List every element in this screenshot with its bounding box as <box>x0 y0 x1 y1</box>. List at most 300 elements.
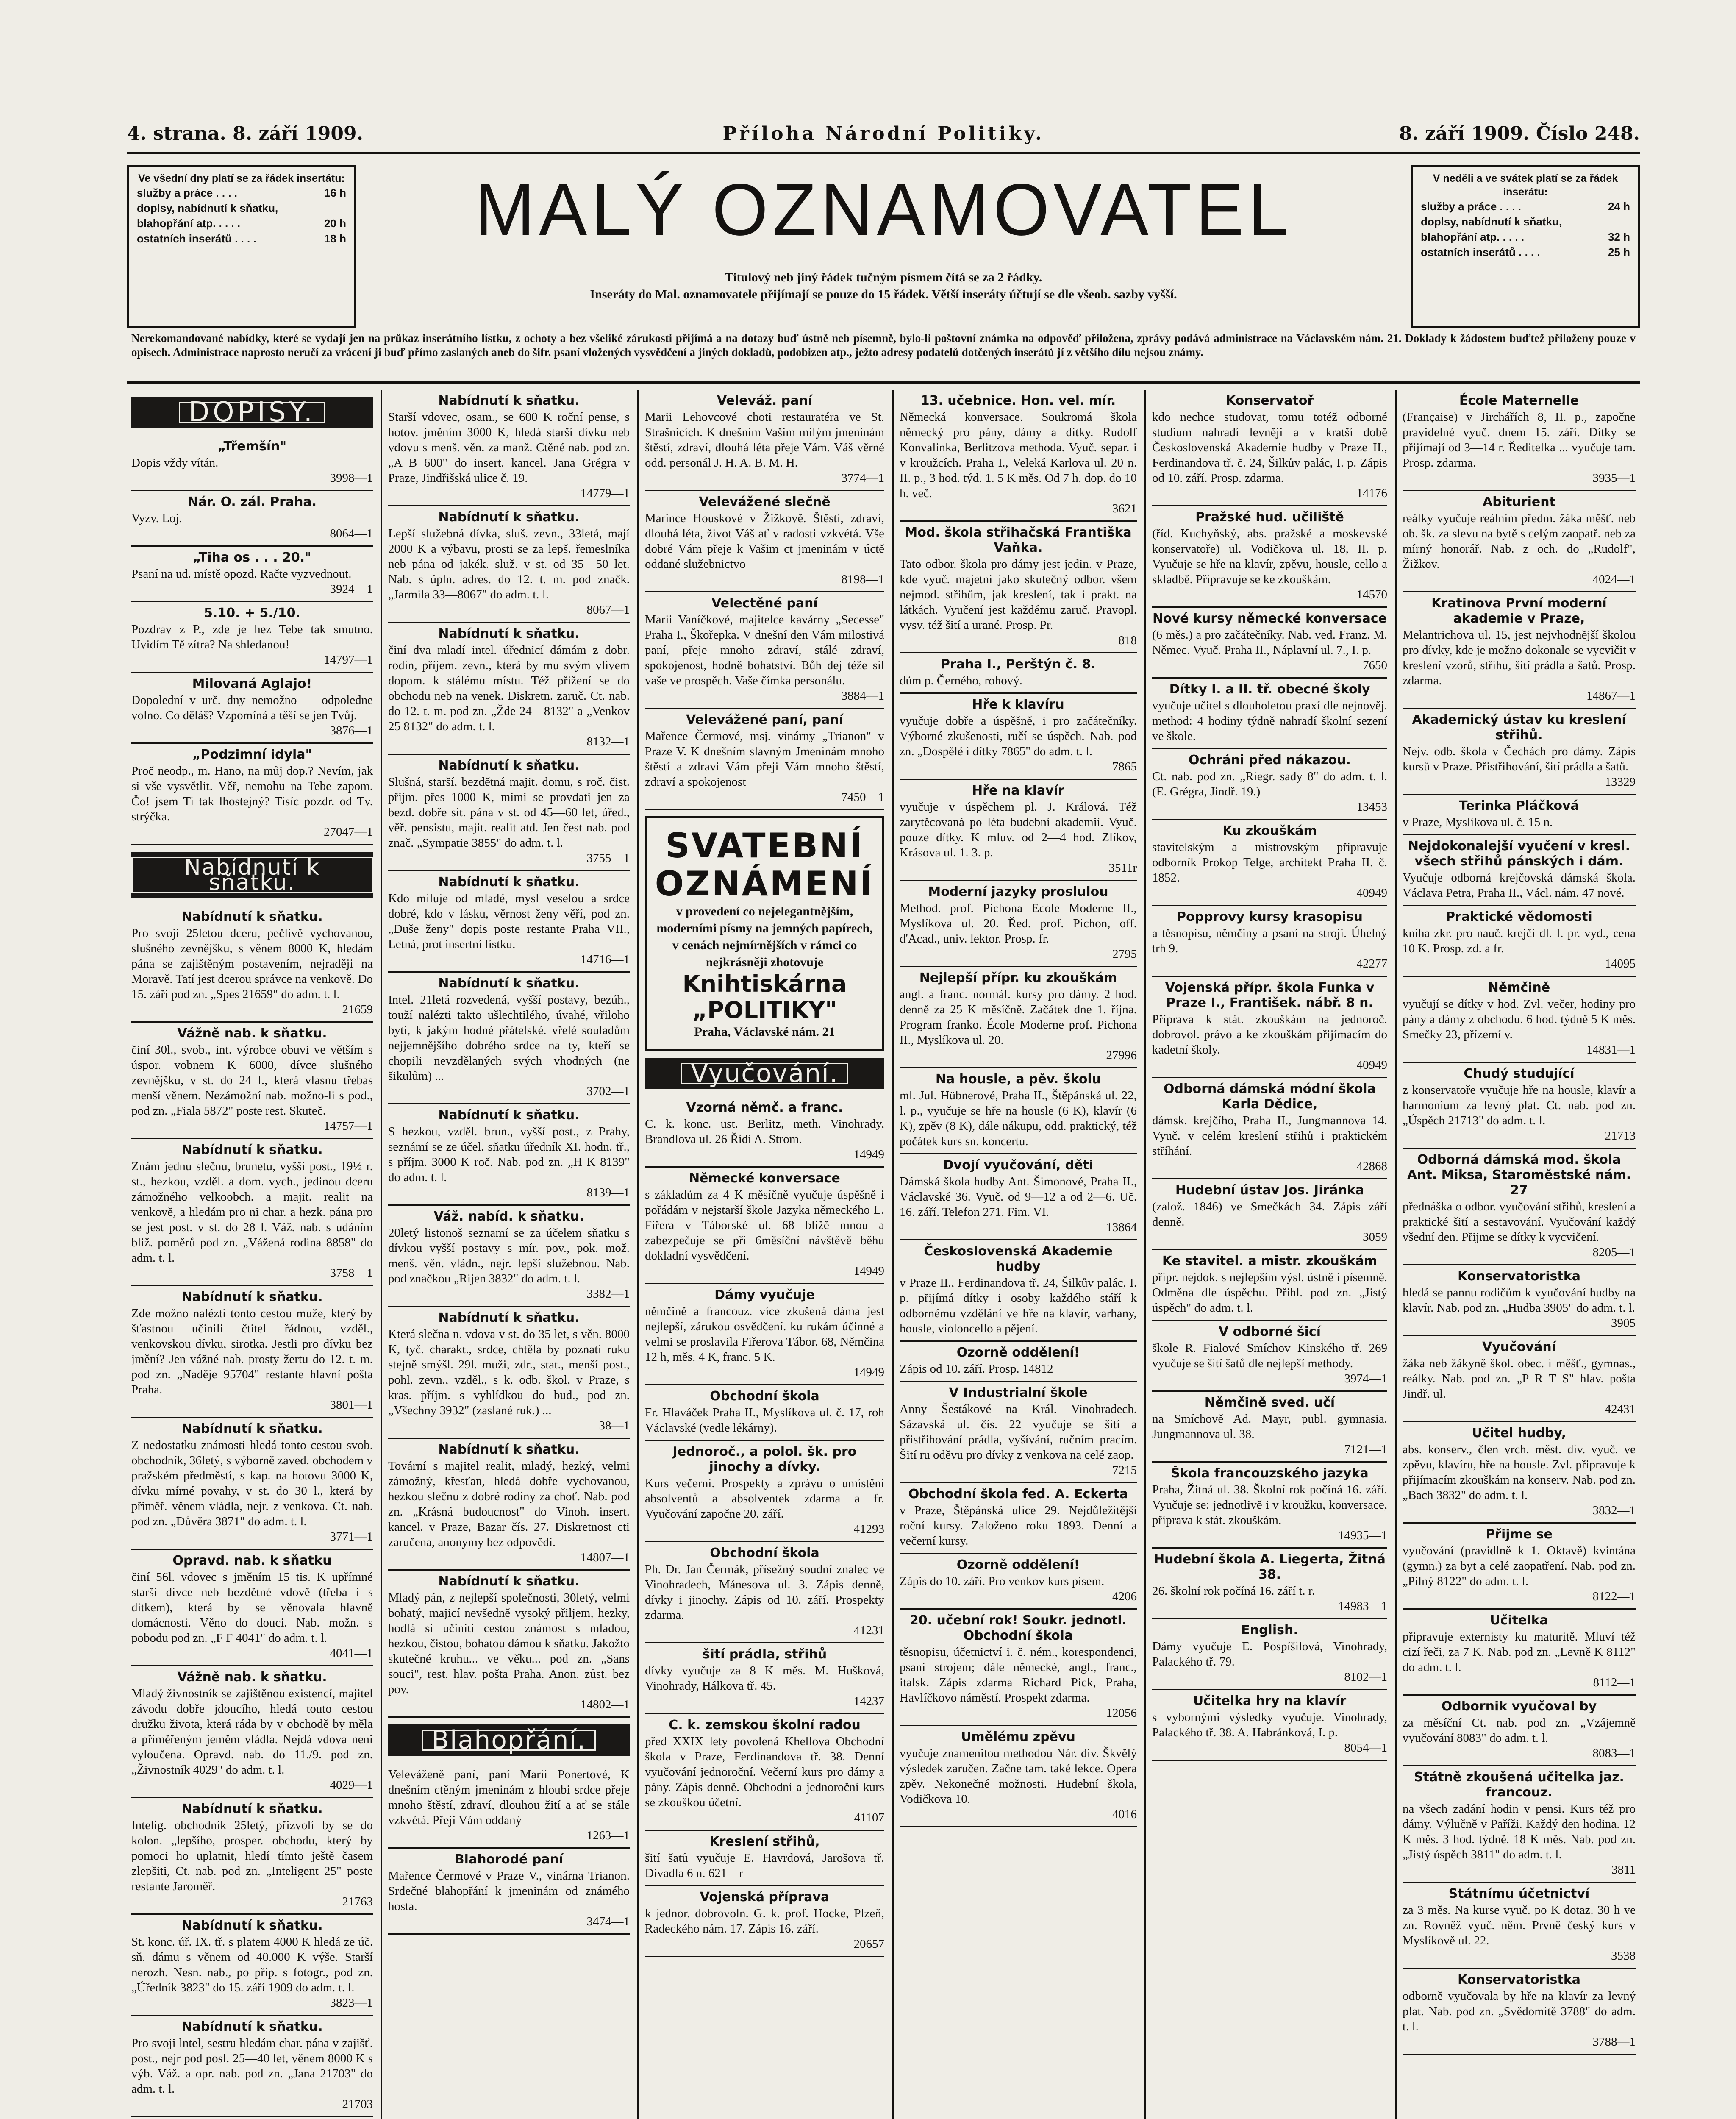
lessons-list <box>1403 390 1636 2055</box>
ad-title: Obchodní škola <box>710 1546 819 1560</box>
ad-body: 20letý listonoš seznamí se za účelem sňatku s dívkou vyšší postavy s mír. pov., pok. mož. menš. věn. vládn., nejr. lepší služebnou. Nab. pod značkou „Rijen 3832" do adm. t. l. <box>388 1226 630 1285</box>
classified-ad <box>1152 390 1387 506</box>
classified-ad <box>131 906 373 1023</box>
masthead-rule <box>127 381 1640 384</box>
ad-code: 14797—1 <box>324 653 373 667</box>
classified-ad <box>388 1307 630 1439</box>
ad-body: Kdo miluje od mladé, mysl veselou a srdce dobré, kdo v lásku, věrnost ženy věří, pod zn. „Duše ženy" dopis poste restante Praha VII., Letná, prot insertní lístku. <box>388 892 630 951</box>
classified-ad <box>388 506 630 623</box>
ad-code: 8139—1 <box>586 1186 630 1199</box>
classified-ad <box>900 653 1137 694</box>
rate-row: ostatních inserátů . . . . 25 h <box>1421 246 1630 259</box>
ad-code: 20657 <box>853 1937 884 1951</box>
ad-body: v Praze, Štěpánská ulice 29. Nejdůležitější roční kursy. Založeno roku 1893. Denní a večerní kursy. <box>900 1504 1137 1548</box>
ad-body: S hezkou, vzděl. brun., vyšší post., z Prahy, seznámí se ze účel. sňatku úředník XI. hodn. tř., s příjm. 3000 K roč. Nab. pod zn. „H K 8139" do adm. t. l. <box>388 1125 630 1184</box>
classified-ad <box>900 1154 1137 1240</box>
ad-body: Starší vdovec, osam., se 600 K roční pense, s hotov. jměním 3000 K, hledá starší dívku neb vdovu s menš. věn. za manž. Ctěné nab. pod zn. „A B 600" do insert. kancel. Jana Grégra v Praze, Jindřišská ulice č. 19. <box>388 410 630 485</box>
ad-title: Obchodní škola <box>710 1389 819 1404</box>
ad-code: 8102—1 <box>1344 1670 1387 1684</box>
ad-title: Odborná dámská módní škola Karla Dědice, <box>1164 1082 1376 1112</box>
ad-code: 8112—1 <box>1593 1676 1636 1689</box>
ad-title: Ozorně oddělení! <box>956 1345 1080 1360</box>
ad-code: 4041—1 <box>330 1646 373 1660</box>
ad-body: Ph. Dr. Jan Čermák, přísežný soudní znalec ve Vinohradech, Mánesova ul. 3. Zápis denně, dívky i jinochy. Zápis od 10. září. Prospekty zdarma. <box>645 1563 884 1622</box>
column-divider <box>1144 390 1146 2119</box>
classified-ad <box>1403 1969 1636 2055</box>
ad-title: Ochráni před nákazou. <box>1189 753 1351 768</box>
ad-body: Fr. Hlaváček Praha II., Myslíkova ul. č. 17, roh Václavské (vedle lékárny). <box>645 1406 884 1435</box>
ad-title: Terinka Pláčková <box>1459 798 1579 813</box>
classified-ad <box>645 1441 884 1542</box>
ad-code: 42277 <box>1356 957 1387 971</box>
ad-code: 21763 <box>342 1895 373 1908</box>
classified-ad <box>131 2016 373 2117</box>
ad-title: Nabídnutí k sňatku. <box>181 1802 323 1816</box>
ad-code: 14807—1 <box>581 1551 630 1564</box>
ad-body: (založ. 1846) ve Smečkách 34. Zápis září denně. <box>1152 1200 1387 1229</box>
ad-body: s základům za 4 K měsíčně vyučuje úspěšně i pořádám v nejstarší škole Jazyka německého L. Fiřera v Táborské ul. 68 bližě mnou a zabezpečuje se při 6měsíční návštěvě běhu dokladní vysvědčení. <box>645 1188 884 1263</box>
classified-ad <box>1152 1549 1387 1619</box>
classified-ad <box>900 967 1137 1068</box>
classified-ad <box>131 1666 373 1798</box>
ad-code: 8198—1 <box>841 573 884 586</box>
classified-ad <box>388 871 630 973</box>
ad-code: 7650 <box>1363 659 1387 672</box>
ad-title: Nejdokonalejší vyučení v kresl. všech střihů pánských i dám. <box>1408 839 1630 869</box>
classified-ad <box>645 1886 884 1957</box>
ad-body: Německá konversace. Soukromá škola německý pro pány, dámy a dítky. Rudolf Konvalinka, Berlitzova methoda. Vyuč. separ. i v kroužcích. Praha I., Veleká Karlova ul. 20 n. II. p., 3 hod. týd. 1. 5 K měs. Od 7 h. dop. do 10 h. več. <box>900 410 1137 500</box>
ad-body: škole R. Fialové Smíchov Kinského tř. 269 vyučuje se šití šatů dle nejlepší methody. <box>1152 1341 1387 1370</box>
column-2 <box>384 390 634 2119</box>
classified-ad <box>1403 390 1636 491</box>
ad-title: Veleváž. paní <box>717 393 812 408</box>
ad-title: Abiturient <box>1483 495 1555 509</box>
ad-body: Příprava k stát. zkouškám na jednoroč. dobrovol. právo a ke zkouškám přijímacím do kadetní školy. <box>1152 1012 1387 1057</box>
ad-title: Učitelka <box>1490 1613 1548 1628</box>
ad-code: 21703 <box>342 2097 373 2111</box>
ad-code: 14757—1 <box>324 1119 373 1133</box>
ad-code: 8132—1 <box>586 735 630 748</box>
column-divider <box>892 390 894 2119</box>
ad-title: Moderní jazyky proslulou <box>928 884 1108 899</box>
masthead-subtitle: Titulový neb jiný řádek tučným písmem čítá se za 2 řádky. Inseráty do Mal. oznamovatele přijímají se pouze do 15 řádek. Větší inseráty účtují se dle všeob. sazby vyšší. <box>590 270 1177 301</box>
ad-title: Vážně nab. k sňatku. <box>177 1670 327 1685</box>
classified-ad <box>1152 1690 1387 1761</box>
ad-code: 3876—1 <box>330 724 373 737</box>
wedding-title-1: SVATEBNÍ <box>665 826 864 865</box>
rate-row: ostatních inserátů . . . . 18 h <box>137 232 346 245</box>
classified-ad <box>388 1849 630 1935</box>
ad-title: Kreslení střihů, <box>709 1834 820 1849</box>
ad-code: 3935—1 <box>1592 471 1636 485</box>
ad-title: Nabídnutí k sňatku. <box>181 2019 323 2034</box>
ad-code: 14779—1 <box>581 487 630 500</box>
ad-body: Pozdrav z P., zde je hez Tebe tak smutno. Uvidím Tě zítra? Na shledanou! <box>131 623 373 651</box>
ad-title: Nabídnutí k sňatku. <box>438 1310 580 1325</box>
ad-title: Přijme se <box>1486 1527 1553 1542</box>
ad-title: Dítky I. a II. tř. obecné školy <box>1169 682 1370 697</box>
classified-ad <box>1403 1610 1636 1696</box>
ad-body: kniha zkr. pro nauč. krejčí dl. I. pr. vyd., cena 10 K. Prosp. zd. a fr. <box>1403 926 1636 955</box>
lessons-list <box>645 1097 884 1957</box>
ad-body: Mladý pán, z nejlepší společnosti, 30letý, velmi bohatý, majicí nevšedně vysoký přiljem, hezky, hodlá si učiniti cestou známost s mladou, hezkou, čistou, bohatou dámou k sňatku. Jakožto skutečné kruhu... ve věku... pod zn. „Sans souci", rest. hlav. pošta Praha. Anon. zůst. bez pov. <box>388 1591 630 1696</box>
column-divider <box>381 390 382 2119</box>
ad-body: Proč neodp., m. Hano, na můj dop.? Nevím, jak si vše vysvětlit. Věř, nemohu na Tebe zapom. Čo! jsem Ti tak lhostejný? Tisíc pozdr. od Tv. strýčka. <box>131 764 373 823</box>
ad-title: V odborné šicí <box>1219 1324 1321 1339</box>
ad-code: 4016 <box>1112 1808 1137 1821</box>
classified-ad <box>900 390 1137 522</box>
ad-body: (6 měs.) a pro začátečníky. Nab. ved. Franz. M. Němec. Vyuč. Praha II., Náplavní ul. 7., I. p. <box>1152 628 1387 657</box>
ad-body: Zápis od 10. září. Prosp. 14812 <box>900 1362 1053 1376</box>
ad-title: Odborná dámská mod. škola Ant. Miksa, Staroměstské nám. 27 <box>1407 1152 1631 1198</box>
ad-code: 14802—1 <box>581 1698 630 1711</box>
ad-code: 818 <box>1118 634 1137 647</box>
section-header-snatky: Nabídnutí k sňatku. <box>131 852 373 898</box>
classified-ad <box>1403 1336 1636 1422</box>
ad-body: k jednor. dobrovoln. G. k. prof. Hocke, Plzeň, Radeckého nám. 17. Zápis 16. září. <box>645 1907 884 1935</box>
printer-name: Knihtiskárna <box>682 971 847 997</box>
ad-body: Dopolední v urč. dny nemožno — odpoledne volno. Co děláš? Vzpomíná a těší se jen Tvůj. <box>131 693 373 722</box>
ad-body: činí dva mladí intel. úřednicí dámám z dobr. rodin, příjem. zevn., která by mu svým vlivem dopom. k stálému místu. Též přižení se do obchodu neb na venek. Diskretn. zaruč. Ct. nab. do 12. t. m. pod zn. „Žde 24—8132" a „Venkov 25 8132" do adm. t. l. <box>388 643 630 733</box>
ad-title: Nabídnutí k sňatku. <box>181 1290 323 1304</box>
ad-code: 3788—1 <box>1592 2035 1636 2049</box>
classified-ad <box>1403 1063 1636 1149</box>
classified-ad <box>900 881 1137 967</box>
rate-row: služby a práce . . . . 16 h <box>137 186 346 199</box>
ad-code: 41293 <box>853 1522 884 1536</box>
ad-title: Odbornik vyučoval by <box>1441 1699 1597 1714</box>
ad-body: Zde možno nalézti tonto cestou muže, který by šťastnou učinili čtitel řádnou, vzděl., venkovskou dívku, sirotka. Jestli pro dívku bez jmění? Jen vážné nab. prosty žertu do 12. t. m. pod zn. „Naděje 95704" restante hlavní pošta Praha. <box>131 1307 373 1396</box>
ad-body: Dopis vždy vítán. <box>131 456 219 470</box>
dopisy-list <box>131 436 373 845</box>
ad-body: Marince Houskové v Žižkově. Štěstí, zdraví, dlouhá léta, život Váš ať v radosti vzkvétá. Vše dobré Vám přeje k Vašim ct jmeninám v úctě oddané služebnictvo <box>645 512 884 571</box>
administration-notice: Nerekomandované nabídky, které se vydají jen na průkaz inserátního lístku, z ochoty a bez všeliké zárukosti přijímá a na dotazy buď ústně neb písemně, bylo-li poštovní známka na odpověď přiložena, zprávy podává administrace na Václavském nám. 21. Doklady k žádostem buďtež přiloženy pouze v opisech. Administrace naprosto neručí za vrácení ji buď přímo zaslaných aneb do šifr. psaní vložených vysvědčení a jiných dokladů, podobizen atp., ježto adresy podatelů dotčených inserátů jí z většího dílu nejsou známy. <box>131 332 1636 359</box>
ad-code: 8083—1 <box>1592 1746 1636 1760</box>
ad-code: 14237 <box>853 1694 884 1708</box>
ad-code: 3924—1 <box>330 582 373 596</box>
ad-title: Kratinova První moderní akademie v Praze, <box>1431 596 1607 626</box>
ad-code: 3832—1 <box>1592 1504 1636 1517</box>
ad-title: Popprovy kursy krasopisu <box>1177 909 1363 924</box>
classified-ad <box>131 1798 373 1915</box>
ad-title: „Třemšín" <box>217 439 287 454</box>
ad-title: Hře na klavír <box>972 783 1064 798</box>
classified-ad <box>131 1023 373 1139</box>
ad-title: Vzorná němč. a franc. <box>686 1100 843 1115</box>
ad-code: 7865 <box>1112 760 1137 773</box>
ad-body: těsnopisu, účetnictví i. č. ném., korespondenci, psaní strojem; dále německé, angl., franc., italsk. Zápis zdarma Richard Pick, Praha, Havlíčkovo náměstí. Prospekt zdarma. <box>900 1645 1137 1705</box>
ad-title: Praha I., Perštýn č. 8. <box>940 657 1096 672</box>
ad-body: reálky vyučuje reálním předm. žáka měšť. neb ob. šk. za slevu na bytě s celým zaopatř. neb za mírný honorář. Nab. z och. do „Rudolf", Žižkov. <box>1403 512 1636 571</box>
ad-title: Ku zkouškám <box>1222 823 1317 838</box>
column-1 <box>127 390 377 2119</box>
classified-ad <box>131 602 373 673</box>
ad-body: a těsnopisu, němčiny a psaní na stroji. Úhelný trh 9. <box>1152 926 1387 955</box>
ad-code: 8067—1 <box>586 603 630 617</box>
classified-ad <box>131 1915 373 2016</box>
ad-body: na Smíchově Ad. Mayr, publ. gymnasia. Jungmannova ul. 38. <box>1152 1412 1387 1441</box>
ad-code: 14831—1 <box>1586 1043 1636 1057</box>
classified-ad <box>1403 1766 1636 1883</box>
classified-ad <box>900 1726 1137 1827</box>
classified-ad <box>900 1068 1137 1154</box>
ad-body: Veleváženě paní, paní Marii Ponertové, K dnešním ctěným jmeninám z hloubi srdce přeje mnoho štěstí, zdraví, dlouhou žití a ať se stále vzkvétá. Přeji Vám oddaný <box>388 1768 630 1827</box>
ad-code: 8205—1 <box>1592 1246 1636 1259</box>
classified-ad <box>1152 749 1387 820</box>
classified-ad <box>900 1382 1137 1483</box>
ad-title: Němčině <box>1488 980 1550 995</box>
ad-title: Nabídnutí k sňatku. <box>181 909 323 924</box>
classified-ad <box>388 973 630 1104</box>
ad-body: Kurs večerní. Prospekty a zprávu o umístění absolventů a absolventek zdarma a fr. Vyučování započne 20. září. <box>645 1477 884 1521</box>
classified-ad <box>131 673 373 744</box>
ad-title: 13. učebnice. Hon. vel. mír. <box>920 393 1116 408</box>
ad-code: 3538 <box>1611 1949 1636 1963</box>
ad-body: před XXIX lety povolená Khellova Obchodní škola v Praze, Ferdinandova tř. 38. Denní vyučování jednoroční. Večerní kurs pro dámy a pány. Zápis denně. Obchodní a jednoroční kurs se zkouškou účetní. <box>645 1735 884 1809</box>
ad-body: Nejv. odb. škola v Čechách pro dámy. Zápis kursů v Praze. Přistřihování, šití prádla a šatů. <box>1403 745 1636 773</box>
ad-title: Nabídnutí k sňatku. <box>181 1918 323 1933</box>
ad-body: stavitelským a mistrovským připravuje odborník Prokop Telge, architekt Praha II. č. 1852. <box>1152 840 1387 884</box>
classified-ad <box>1152 1179 1387 1250</box>
ad-code: 7450—1 <box>841 790 884 804</box>
classified-ad <box>1152 1078 1387 1179</box>
classified-ad <box>645 1284 884 1385</box>
ad-code: 14949 <box>853 1264 884 1278</box>
ad-title: Konservatoristka <box>1458 1269 1580 1284</box>
ad-code: 7121—1 <box>1344 1443 1387 1456</box>
classified-ad <box>1152 1392 1387 1463</box>
running-header <box>127 123 1640 148</box>
ad-body: vyučuje znamenitou methodou Nár. div. Škvělý výsledek zaručen. Začne tam. také lekce. Opera zpěv. Nekonečné možnosti. Hudební škola, Vodičkova 10. <box>900 1746 1137 1806</box>
ad-body: Mařence Čermové v Praze V., vinárna Trianon. Srdečné blahopřání k jmeninám od známého hosta. <box>388 1869 630 1913</box>
classified-ad <box>1152 1250 1387 1321</box>
ad-title: École Maternelle <box>1459 393 1579 408</box>
classified-ad <box>645 1714 884 1831</box>
section-header-dopisy: DOPISY. <box>131 397 373 428</box>
ad-code: 14095 <box>1605 957 1636 971</box>
ad-title: Učitel hudby, <box>1472 1426 1567 1440</box>
ad-code: 3771—1 <box>330 1530 373 1543</box>
classified-ad <box>1403 1696 1636 1766</box>
issue-date-number: 8. září 1909. Číslo 248. <box>1399 123 1640 145</box>
ad-title: „Tiha os . . . 20." <box>193 550 311 565</box>
ad-body: připr. nejdok. s nejlepším výsl. ústně i písemně. Odměna dle úspěchu. Přihl. pod zn. „Jistý úspěch" do adm. t. l. <box>1152 1271 1387 1315</box>
ad-title: Vážně nab. k sňatku. <box>177 1026 327 1041</box>
ad-body: přednáška o odbor. vyučování střihů, kreslení a praktické šití a sestavování. Vyučování každý všední den. Přijme se dítky k vycvičení. <box>1403 1200 1636 1244</box>
header-rule <box>127 152 1640 154</box>
ad-title: „Podzimní idyla" <box>192 747 312 762</box>
ad-body: dům p. Černého, rohový. <box>900 674 1022 687</box>
classified-ad <box>388 390 630 506</box>
column-divider <box>637 390 639 2119</box>
ad-title: Konservatoř <box>1225 393 1314 408</box>
classified-ad <box>388 1439 630 1571</box>
ad-title: V Industrialní škole <box>949 1385 1088 1400</box>
classified-ad <box>900 1554 1137 1610</box>
supplement-title: Příloha Národní Politiky. <box>722 123 1044 145</box>
classified-ad <box>1403 977 1636 1063</box>
ad-code: 3758—1 <box>330 1266 373 1280</box>
ad-title: Mod. škola střihačská Františka Vaňka. <box>905 525 1132 555</box>
ad-code: 14983—1 <box>1338 1599 1387 1613</box>
ad-body: Zápis do 10. září. Pro venkov kurs písem. <box>900 1574 1105 1588</box>
classified-ad <box>388 1206 630 1307</box>
ad-title: C. k. zemskou školní radou <box>669 1718 861 1732</box>
ad-body: Melantrichova ul. 15, jest nejvhodnější školou pro dívky, kde je možno dokonale se vycvičit v kreslení vzorů, střihu, šití prádla a šatů. Prosp. zdarma. <box>1403 628 1636 687</box>
ad-columns <box>127 390 1640 2119</box>
ad-title: Ozorně oddělení! <box>956 1557 1080 1572</box>
ad-body: dámsk. krejčího, Praha II., Jungmannova 14. Vyuč. v celém kreslení střihů i praktickém stříhání. <box>1152 1114 1387 1158</box>
ad-title: Československá Akademie hudby <box>924 1244 1113 1274</box>
ad-code: 4029—1 <box>330 1778 373 1792</box>
ad-body: St. konc. úř. IX. tř. s platem 4000 K hledá ze úč. sň. dámu s věnem od 40.000 K výše. Starší nerozh. Nesn. nab., po přip. s fotogr., pod zn. „Úředník 3823" do 15. září 1909 do adm. t. l. <box>131 1935 373 1994</box>
ad-title: Jednoroč., a polol. šk. pro jinochy a dívky. <box>672 1444 857 1474</box>
ad-title: 20. učební rok! Soukr. jednotl. Obchodní škola <box>909 1613 1127 1643</box>
ad-title: Nabídnutí k sňatku. <box>438 758 580 773</box>
ad-title: Praktické vědomosti <box>1446 909 1592 924</box>
ad-code: 14949 <box>853 1365 884 1379</box>
ad-title: Na housle, a pěv. školu <box>935 1072 1101 1087</box>
ad-code: 1263—1 <box>586 1829 630 1842</box>
sunday-rates-box <box>1411 165 1640 328</box>
ad-title: English. <box>1241 1623 1298 1638</box>
ad-body: Tovární s majitel realit, mladý, hezký, velmi zámožný, křesťan, hledá dobře vychovanou, hezkou slečnu z dobré rodiny za choť. Nab. pod zn. „Krásná budoucnost" do Vinoh. insert. kancel. v Praze, Bazar čís. 27. Diskretnost cti zaručena, anonymy bez odpovědi. <box>388 1459 630 1549</box>
marriage-offers-list <box>388 390 630 1718</box>
ad-code: 42868 <box>1356 1160 1387 1173</box>
ad-code: 8054—1 <box>1344 1741 1387 1755</box>
ad-body: (říd. Kuchyňský, abs. pražské a moskevské konservatoře) ul. Vodičkova ul. 18, II. p. Vyučuje se hře na klavír, zpěvu, housle, cello a skladbě. Připravuje se ke zkouškám. <box>1152 527 1387 586</box>
ad-title: Nabídnutí k sňatku. <box>438 976 580 991</box>
ad-title: Vojenská přípr. škola Funka v Praze I., František. nábř. 8 n. <box>1165 980 1375 1010</box>
classified-ad <box>1403 1422 1636 1524</box>
ad-code: 3382—1 <box>586 1287 630 1301</box>
classified-ad <box>900 780 1137 881</box>
classified-ad <box>388 755 630 871</box>
ad-title: Váž. nabíd. k sňatku. <box>433 1209 584 1224</box>
ad-title: Nové kursy německé konversace <box>1152 611 1387 626</box>
ad-title: Nabídnutí k sňatku. <box>181 1421 323 1436</box>
ad-body: vyučuje v úspěchem pl. J. Králová. Též zarytěcovaná po léta budební akademii. Vyuč. pouze dítky. K mluv. od 2—4 hod. Zlíkov, Krásova ul. 1. 3. p. <box>900 800 1137 859</box>
ad-body: Anny Šestákové na Král. Vinohradech. Sázavská ul. čís. 22 vyučuje se šití a přistřihování prádla, vyšívání, ručním pracím. Šití ru oděvu pro dívky z venkova na celé zaop. <box>900 1402 1137 1462</box>
classified-ad <box>388 1763 630 1849</box>
ad-body: Lepší služebná dívka, sluš. zevn., 33letá, mají 2000 K a výbavu, prosti se za lepš. řemeslníka neb pána od jakék. služ. v st. od 35—50 let. Nab. s úpln. adres. do 12. t. m. pod značk. „Jarmila 33—8067" do adm. t. l. <box>388 527 630 601</box>
ad-title: Škola francouzského jazyka <box>1171 1466 1369 1481</box>
ad-code: 21713 <box>1605 1129 1636 1143</box>
ad-title: 5.10. + 5./10. <box>204 606 300 620</box>
classified-ad <box>1152 977 1387 1078</box>
classified-ad <box>131 1418 373 1550</box>
ad-code: 14570 <box>1356 588 1387 601</box>
ad-title: Akademický ústav ku kreslení střihů. <box>1412 712 1626 742</box>
ad-body: abs. konserv., člen vrch. měst. div. vyuč. ve zpěvu, klavíru, hře na housle. Zvl. připravuje k přijímacím zkouškám na konserv. Nab. pod zn. „Bach 3832" do adm. t. l. <box>1403 1443 1636 1502</box>
ad-body: Dámy vyučuje E. Pospíšilová, Vinohrady, Palackého tř. 79. <box>1152 1640 1387 1669</box>
ad-code: 3774—1 <box>841 471 884 485</box>
classified-ad <box>1403 709 1636 795</box>
ad-title: Nabídnutí k sňatku. <box>438 1442 580 1457</box>
ad-title: Státnímu účetnictví <box>1448 1886 1590 1901</box>
ad-code: 3998—1 <box>330 471 373 485</box>
classified-ad <box>645 1097 884 1168</box>
section-header-blahoprani: Blahopřání. <box>388 1724 630 1756</box>
ad-body: činí 56l. vdovec s jměním 15 tis. K upřímné starší dívce neb bezdětné vdově (třeba i s ditkem), která by se věnovala hlavně domácnosti. Věno do douci. Nab. možn. s pobodu pod zn. „F F 4041" do adm. t. l. <box>131 1570 373 1645</box>
ad-body: Pro svoji 25letou dceru, pečlivě vychovanou, slušného zevnějšku, s věnem 8000 K, hledám pána se zajištěným postavením, nejraději na Moravě. Tatí jest dcerou správce na venkově. Do 15. září pod zn. „Spes 21659" do adm. t. l. <box>131 926 373 1001</box>
lessons-list <box>900 390 1137 1827</box>
ad-body: Pro svoji lntel, sestru hledám char. pána v zajišť. post., nejr pod posl. 25—40 let, věnem 8000 K s výb. Váž. a opr. nab. pod zn. „Jana 21703" do adm. t. l. <box>131 2036 373 2096</box>
classified-ad <box>131 1550 373 1666</box>
ad-title: Umělému zpěvu <box>961 1730 1075 1744</box>
rate-row: doplsy, nabídnutí k sňatku, <box>137 202 278 214</box>
ad-title: Blahorodé paní <box>454 1852 564 1867</box>
ad-title: Nár. O. zál. Praha. <box>187 495 317 509</box>
ad-body: odborně vyučovala by hře na klavír za levný plat. Nab. pod zn. „Svědomitě 3788" do adm. t. l. <box>1403 1989 1636 2033</box>
classified-ad <box>131 436 373 491</box>
column-5 <box>1148 390 1392 2119</box>
ad-code: 14716—1 <box>581 953 630 966</box>
ad-title: Dvojí vyučování, děti <box>943 1158 1094 1173</box>
ad-body: žáka neb žákyně škol. obec. i měšť., gymnas., reálky. Nab. pod zn. „P R T S" hlav. pošta Jindř. ul. <box>1403 1357 1636 1401</box>
ad-code: 13329 <box>1605 775 1636 789</box>
ad-title: Velevážené paní, paní <box>686 712 843 727</box>
ad-title: Nabídnutí k sňatku. <box>438 875 580 890</box>
ad-code: 14176 <box>1356 487 1387 500</box>
classified-ad <box>645 390 884 491</box>
ad-body: kdo nechce studovat, tomu totéž odborné studium nahradí levněji a v kratší době Československá Akademie hudby v Praze II., Ferdinandova tř. č. 24, Šilkův palác, I. p. Zápis od 10. září. Prosp. zdarma. <box>1152 410 1387 485</box>
ad-body: Tato odbor. škola pro dámy jest jedin. v Praze, kde vyuč. majetni jako skutečný odbor. všem nejmod. střihům, jak kreslení, tak i prakt. na látkách. Vyučení jest každému zaruč. Pravopl. vysv. též šití a urané. Prosp. Pr. <box>900 557 1137 632</box>
ad-code: 8122—1 <box>1592 1590 1636 1603</box>
ad-body: C. k. konc. ust. Berlitz, meth. Vinohrady, Brandlova ul. 26 Řídí A. Strom. <box>645 1117 884 1146</box>
congratulations-list <box>645 390 884 810</box>
classified-ad <box>900 1483 1137 1554</box>
ad-code: 3702—1 <box>586 1085 630 1098</box>
classified-ad <box>1152 608 1387 679</box>
ad-title: Státně zkoušená učitelka jaz. francouz. <box>1414 1770 1624 1800</box>
ad-code: 3974—1 <box>1344 1372 1387 1385</box>
page-number-date: 4. strana. 8. září 1909. <box>127 123 363 145</box>
classified-ad <box>1152 506 1387 608</box>
classified-ad <box>1152 1321 1387 1392</box>
classified-ad <box>1403 491 1636 592</box>
ad-code: 40949 <box>1356 886 1387 900</box>
ad-code: 12056 <box>1106 1706 1137 1720</box>
ad-body: Vyzv. Loj. <box>131 512 182 525</box>
ad-code: 3801—1 <box>330 1398 373 1412</box>
classified-ad <box>900 1342 1137 1382</box>
classified-ad <box>900 1240 1137 1342</box>
ad-code: 3474—1 <box>586 1915 630 1928</box>
classified-ad <box>645 1168 884 1284</box>
ad-title: Hře k klavíru <box>972 697 1064 712</box>
classified-ad <box>645 1385 884 1441</box>
ad-body: Vyučuje odborná krejčovská dámská škola. Václava Petra, Praha II., Václ. nám. 47 nové. <box>1403 871 1636 900</box>
ad-title: Nabídnutí k sňatku. <box>438 626 580 641</box>
ad-body: Ct. nab. pod zn. „Riegr. sady 8" do adm. t. l. (E. Grégra, Jindř. 19.) <box>1152 770 1387 798</box>
weekday-rates-heading: Ve všední dny platí se za řádek insertátu: <box>138 172 345 184</box>
ad-body: z konservatoře vyučuje hře na housle, klavír a harmonium za levný plat. Ct. nab. pod zn. „Úspěch 21713" do adm. t. l. <box>1403 1083 1636 1127</box>
ad-title: Hudební škola A. Liegerta, Žitná 38. <box>1154 1552 1386 1582</box>
ad-code: 27996 <box>1106 1048 1137 1062</box>
classified-ad <box>131 547 373 602</box>
classified-ad <box>1403 1883 1636 1969</box>
ad-code: 3755—1 <box>586 851 630 865</box>
ad-title: Chudý studující <box>1464 1066 1575 1081</box>
ad-code: 2795 <box>1112 947 1137 961</box>
ad-code: 38—1 <box>599 1419 630 1432</box>
masthead <box>127 165 1640 377</box>
classified-ad <box>131 1286 373 1418</box>
ad-code: 3823—1 <box>330 1996 373 2010</box>
ad-body: Slušná, starší, bezdětná majit. domu, s roč. čist. přijm. přes 1000 K, mimi se provdati jen za bezd. dobře sit. pána v st. od 45—60 let, úřed., věř. pensistu, majit. realit atd. Jen čest nab. pod znač. „Sympatie 3855" do adm. t. l. <box>388 775 630 850</box>
ad-body: Marii Vaníčkové, majitelce kavárny „Secesse" Praha I., Škořepka. V dnešní den Vám milostivá paní, přeje mnoho zdraví, stálé zdraví, spokojenost, hodně bohatství. Bůh dej téže sil vaše ve prospěch. Vaše čímka personálu. <box>645 613 884 687</box>
